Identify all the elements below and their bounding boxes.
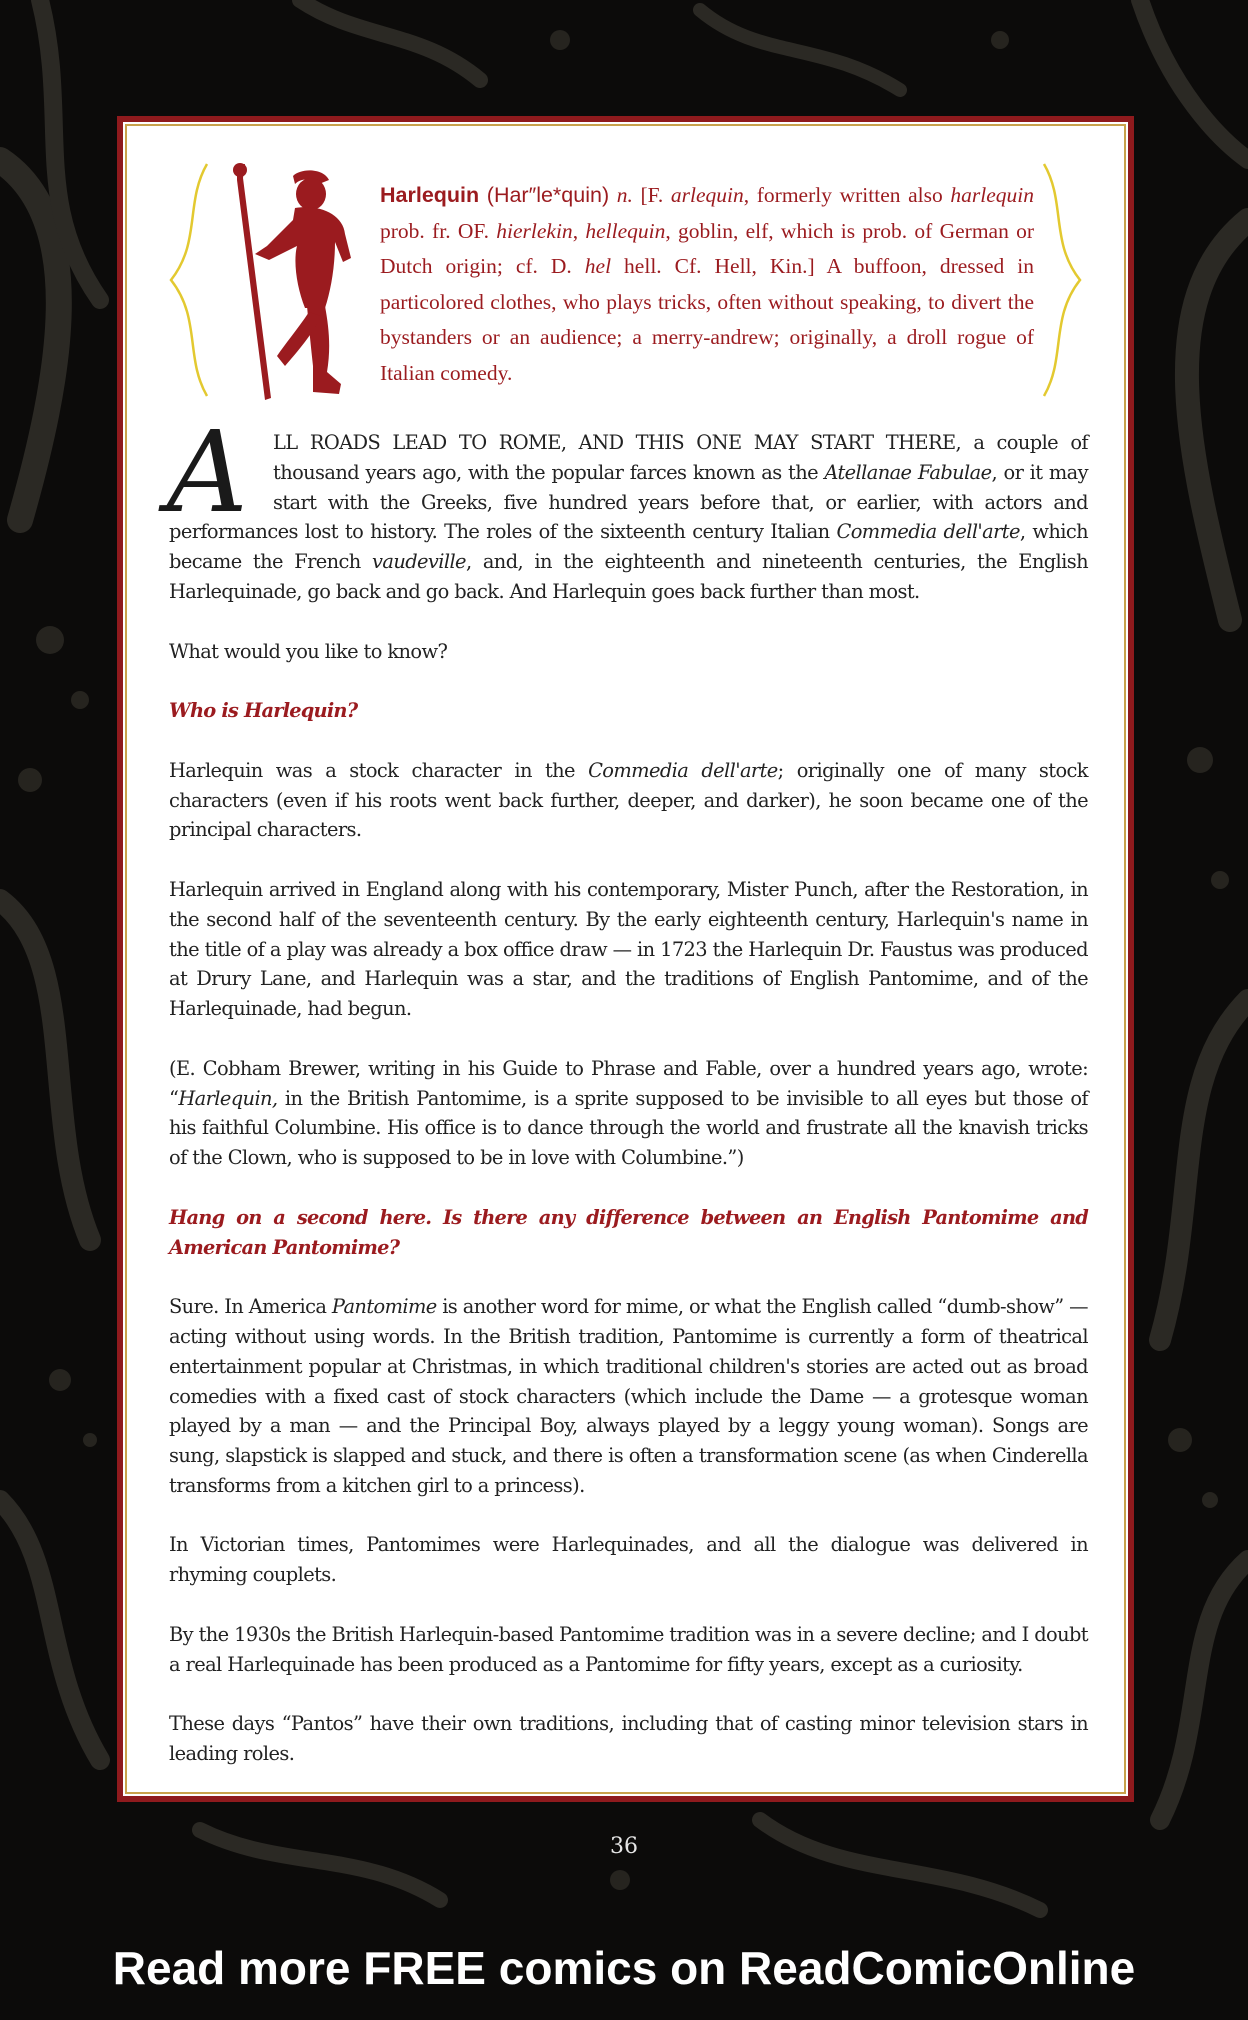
intro-text: , which became the French: [169, 520, 1088, 574]
section-heading-pantomime-difference: Hang on a second here. Is there any difference between an English Pantomime and American Pantomime?: [169, 1205, 1088, 1259]
harlequin-silhouette-icon: [227, 162, 357, 402]
definition-text: , goblin, elf, which is prob. of German or Dutch origin; cf. D.: [380, 218, 1035, 278]
paragraph-stock-character: [169, 756, 1088, 845]
definition-word: hellequin: [585, 218, 666, 243]
paragraph-pantos: These days “Pantos” have their own traditions, including that of casting minor television stars in leading roles.: [169, 1712, 1088, 1766]
paragraph-emphasis: Commedia dell'arte: [588, 758, 778, 782]
paragraph-emphasis: Pantomime: [331, 1295, 437, 1319]
paragraph-decline: By the 1930s the British Harlequin-based Pantomime tradition was in a severe decline; and I doubt a real Harlequinade has been produced as a Pantomime for fifty years, except as a curiosity.: [169, 1622, 1088, 1676]
drop-cap: A: [166, 408, 248, 538]
paragraph-text: is another word for mime, or what the English called “dumb-show” — acting without using words. In the British tradition, Pantomime is currently a form of theatrical entertainment popular at Christmas, in which traditional children's stories are acted out as broad comedies with a fixed cast of stock characters (which include the Dame — a grotesque woman played by a man — and the Principal Boy, always played by a leggy young woman). Songs are sung, slapstick is slapped and stuck, and there is often a transformation scene (as when Cinderella transforms from a kitchen girl to a princess).: [169, 1295, 1088, 1497]
definition-word: hel: [584, 254, 612, 278]
definition-word: arlequin: [670, 183, 744, 207]
lead-in-caps: LL ROADS LEAD TO ROME, AND THIS ONE MAY START THERE,: [273, 431, 962, 454]
intro-emphasis: Atellanae Fabulae: [824, 460, 992, 484]
harlequin-definition: [380, 178, 1034, 391]
intro-text: , or it may start with the Greeks, five hundred years before that, or earlier, with actors and performances lost to history. The roles of the sixteenth century Italian: [169, 460, 1088, 544]
right-brace-ornament-icon: [1040, 162, 1088, 398]
intro-text: , and, in the eighteenth and nineteenth centuries, the English Harlequinade, go back and go back. And Harlequin goes back further than most.: [169, 550, 1089, 603]
paragraph-victorian: In Victorian times, Pantomimes were Harlequinades, and all the dialogue was delivered in rhyming couplets.: [169, 1533, 1088, 1587]
intro-text: a couple of thousand years ago, with the popular farces known as the: [273, 431, 1088, 484]
paragraph-american-pantomime: [169, 1292, 1088, 1501]
definition-text: , formerly written also: [743, 183, 943, 207]
intro-emphasis: Commedia dell'arte: [836, 520, 1020, 544]
paragraph-text: in the British Pantomime, is a sprite supposed to be invisible to all eyes but those of his faithful Columbine. His office is to dance through the world and frustrate all the knavish tricks of the Clown, who is supposed to be in love with Columbine.”): [169, 1086, 1088, 1170]
intro-paragraph: [166, 408, 1089, 607]
paragraph-text: ; originally one of many stock characters (even if his roots went back further, deeper, and darker), he soon became one of the principal characters.: [169, 758, 1088, 842]
definition-pronunciation: (Har″le*quin): [486, 183, 610, 207]
definition-text: prob. fr. OF.: [380, 218, 489, 243]
page-frame: [117, 116, 1134, 1802]
definition-word: harlequin: [950, 183, 1034, 207]
article-body: [166, 408, 1089, 1799]
paragraph-text: Harlequin was a stock character in the: [169, 758, 589, 782]
definition-text: ,: [572, 218, 579, 243]
promo-banner[interactable]: Read more FREE comics on ReadComicOnline: [112, 1942, 1136, 1994]
question-paragraph: What would you like to know?: [169, 639, 448, 663]
section-heading-who-is-harlequin: Who is Harlequin?: [169, 699, 358, 723]
definition-word: hierlekin: [496, 218, 573, 243]
definition-text: hell. Cf. Hell, Kin.] A buffoon, dressed in particolored clothes, who plays tricks, often without speaking, to divert the bystanders or an audience; a merry-andrew; originally, a droll rogue of Italian comedy.: [380, 254, 1034, 385]
paragraph-england: Harlequin arrived in England along with his contemporary, Mister Punch, after the Restoration, in the second half of the seventeenth century. By the early eighteenth century, Harlequin's name in the title of a play was already a box office draw — in 1723 the Harlequin Dr. Faustus was produced at Drury Lane, and Harlequin was a star, and the traditions of English Pantomime, and of the Harlequinade, had begun.: [169, 877, 1088, 1021]
paragraph-brewer-quote: [169, 1054, 1088, 1173]
paragraph-emphasis: Harlequin,: [178, 1086, 278, 1110]
definition-text: [F.: [640, 183, 664, 207]
paragraph-text: Sure. In America: [169, 1295, 332, 1319]
paragraph-text: (E. Cobham Brewer, writing in his Guide to Phrase and Fable, over a hundred years ago, wrote: “: [169, 1056, 1088, 1110]
page-number: 36: [610, 1834, 638, 1859]
definition-term: Harlequin: [380, 183, 480, 207]
intro-emphasis: vaudeville: [372, 550, 466, 574]
left-brace-ornament-icon: [163, 162, 211, 398]
definition-part-of-speech: n.: [616, 183, 633, 207]
